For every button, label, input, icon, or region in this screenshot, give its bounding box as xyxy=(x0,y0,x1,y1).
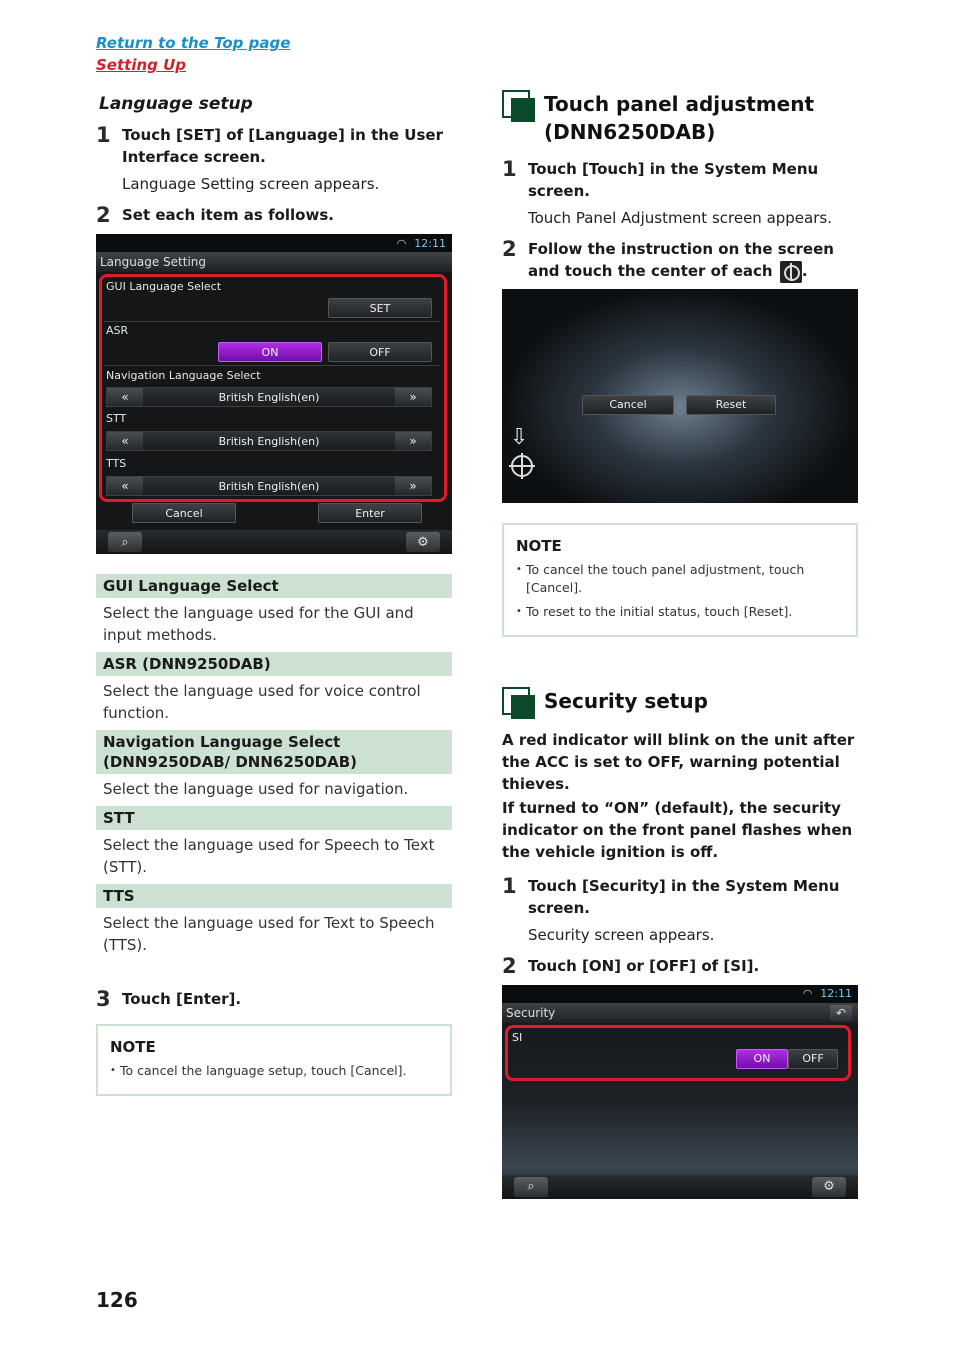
cancel-button[interactable]: Cancel xyxy=(132,503,236,523)
right-column xyxy=(502,90,858,1199)
item-head: STT xyxy=(96,806,452,830)
step-text-body: Follow the instruction on the screen and touch the center of each xyxy=(528,240,834,280)
note-item: • To reset to the initial status, touch [Reset]. xyxy=(516,603,844,621)
language-items-table xyxy=(96,574,452,962)
touch-step-2 xyxy=(502,238,858,283)
highlight-frame xyxy=(505,1025,851,1081)
stt-value: British English(en) xyxy=(218,434,320,448)
down-arrow-icon: ⇩ xyxy=(510,424,529,450)
asr-off-button[interactable]: OFF xyxy=(328,342,432,362)
security-screen xyxy=(502,985,858,1199)
asr-label: ASR xyxy=(106,324,129,337)
si-label: SI xyxy=(512,1030,523,1044)
note-title: NOTE xyxy=(516,536,562,555)
back-icon[interactable]: ↶ xyxy=(830,1005,852,1021)
next-arrow-icon[interactable]: » xyxy=(395,388,431,406)
gear-icon[interactable]: ⚙ xyxy=(812,1177,846,1197)
section-icon xyxy=(502,90,536,124)
step-result: Touch Panel Adjustment screen appears. xyxy=(528,209,832,227)
touch-cancel-button[interactable]: Cancel xyxy=(582,395,674,415)
nav-links xyxy=(96,32,290,76)
note-item: • To cancel the touch panel adjustment, touch [Cancel]. xyxy=(516,561,844,597)
language-step-3 xyxy=(96,988,452,1010)
si-off-button[interactable]: OFF xyxy=(788,1049,838,1069)
step-number: 3 xyxy=(96,987,111,1011)
prev-arrow-icon[interactable]: « xyxy=(107,388,143,406)
language-setup-title: Language setup xyxy=(99,94,253,114)
step-text: Touch [ON] or [OFF] of [SI]. xyxy=(528,956,760,975)
item-head: GUI Language Select xyxy=(96,574,452,598)
language-setting-screen xyxy=(96,234,452,554)
page-number: 126 xyxy=(96,1288,138,1312)
touch-adjust-screen xyxy=(502,289,858,503)
screen-bottom-bar xyxy=(502,1175,858,1199)
security-step-1 xyxy=(502,875,858,919)
touch-title: Touch panel adjustment (DNN6250DAB) xyxy=(544,92,815,144)
clock: 12:11 xyxy=(414,236,446,250)
step-result: Security screen appears. xyxy=(528,925,715,944)
nav-language-label: Navigation Language Select xyxy=(106,369,261,382)
item-desc: Select the language used for Text to Speech (TTS). xyxy=(103,914,435,954)
set-button[interactable]: SET xyxy=(328,298,432,318)
tts-value: British English(en) xyxy=(218,479,320,493)
touch-step-1 xyxy=(502,158,858,202)
screen-title: Language Setting xyxy=(96,252,452,272)
language-step-2 xyxy=(96,204,452,226)
wifi-icon: ◠ xyxy=(802,987,813,1000)
crosshair-target-icon xyxy=(780,261,802,283)
source-search-icon[interactable]: ⌕ xyxy=(108,532,142,552)
step-text xyxy=(528,238,858,283)
gear-icon[interactable]: ⚙ xyxy=(406,532,440,552)
note-item: • To cancel the language setup, touch [Cancel]. xyxy=(110,1062,438,1080)
touch-reset-button[interactable]: Reset xyxy=(686,395,776,415)
touch-note xyxy=(502,523,858,637)
item-desc: Select the language used for the GUI and input methods. xyxy=(103,604,414,644)
crosshair-target-icon[interactable] xyxy=(511,455,533,477)
step-number: 2 xyxy=(96,203,111,227)
nav-language-value: British English(en) xyxy=(218,390,320,404)
item-head: Navigation Language Select (DNN9250DAB/ DNN6250DAB) xyxy=(96,730,452,774)
step-text: Touch [Security] in the System Menu screen. xyxy=(528,876,840,917)
step-text: Touch [Enter]. xyxy=(122,990,242,1008)
prev-arrow-icon[interactable]: « xyxy=(107,477,143,495)
item-desc: Select the language used for navigation. xyxy=(103,780,409,798)
security-intro-2: If turned to “ON” (default), the security indicator on the front panel flashes when the vehicle ignition is off. xyxy=(502,798,853,861)
item-head: ASR (DNN9250DAB) xyxy=(96,652,452,676)
language-note xyxy=(96,1024,452,1096)
note-title: NOTE xyxy=(110,1038,156,1056)
clock: 12:11 xyxy=(820,987,852,1000)
setting-up-link[interactable]: Setting Up xyxy=(96,56,187,74)
status-bar xyxy=(96,234,452,252)
security-step-2 xyxy=(502,955,858,977)
security-screen-title: Security xyxy=(506,1005,556,1020)
step-text: Set each item as follows. xyxy=(122,206,334,224)
si-on-button[interactable]: ON xyxy=(736,1049,788,1069)
source-search-icon[interactable]: ⌕ xyxy=(514,1177,548,1197)
return-top-link[interactable]: Return to the Top page xyxy=(96,34,291,52)
language-setup-section xyxy=(96,94,452,1096)
wifi-icon: ◠ xyxy=(396,236,407,250)
step-text: Touch [SET] of [Language] in the User Interface screen. xyxy=(122,126,443,166)
step-text-tail: . xyxy=(801,262,808,280)
step-number: 1 xyxy=(502,157,517,181)
tts-label: TTS xyxy=(106,457,127,470)
item-desc: Select the language used for voice control function. xyxy=(103,682,421,722)
gui-language-label: GUI Language Select xyxy=(106,280,222,293)
step-number: 2 xyxy=(502,953,517,978)
asr-on-button[interactable]: ON xyxy=(218,342,322,362)
next-arrow-icon[interactable]: » xyxy=(395,432,431,450)
step-text: Touch [Touch] in the System Menu screen. xyxy=(528,160,819,200)
item-desc: Select the language used for Speech to Text (STT). xyxy=(103,836,435,876)
security-section-head xyxy=(502,687,858,721)
step-result: Language Setting screen appears. xyxy=(122,175,380,193)
step-number: 1 xyxy=(96,123,111,147)
screen-bottom-bar xyxy=(96,530,452,554)
step-number: 1 xyxy=(502,873,517,898)
touch-section-head xyxy=(502,90,858,146)
next-arrow-icon[interactable]: » xyxy=(395,477,431,495)
item-head: TTS xyxy=(96,884,452,908)
section-icon xyxy=(502,687,536,721)
screen-title xyxy=(502,1003,858,1023)
status-bar xyxy=(502,985,858,1003)
prev-arrow-icon[interactable]: « xyxy=(107,432,143,450)
security-title: Security setup xyxy=(544,688,708,713)
stt-label: STT xyxy=(106,412,127,425)
step-number: 2 xyxy=(502,237,517,261)
enter-button[interactable]: Enter xyxy=(318,503,422,523)
language-step-1 xyxy=(96,124,452,168)
highlight-frame xyxy=(99,274,447,502)
security-intro-1: A red indicator will blink on the unit after the ACC is set to OFF, warning potential thieves. xyxy=(502,730,855,793)
